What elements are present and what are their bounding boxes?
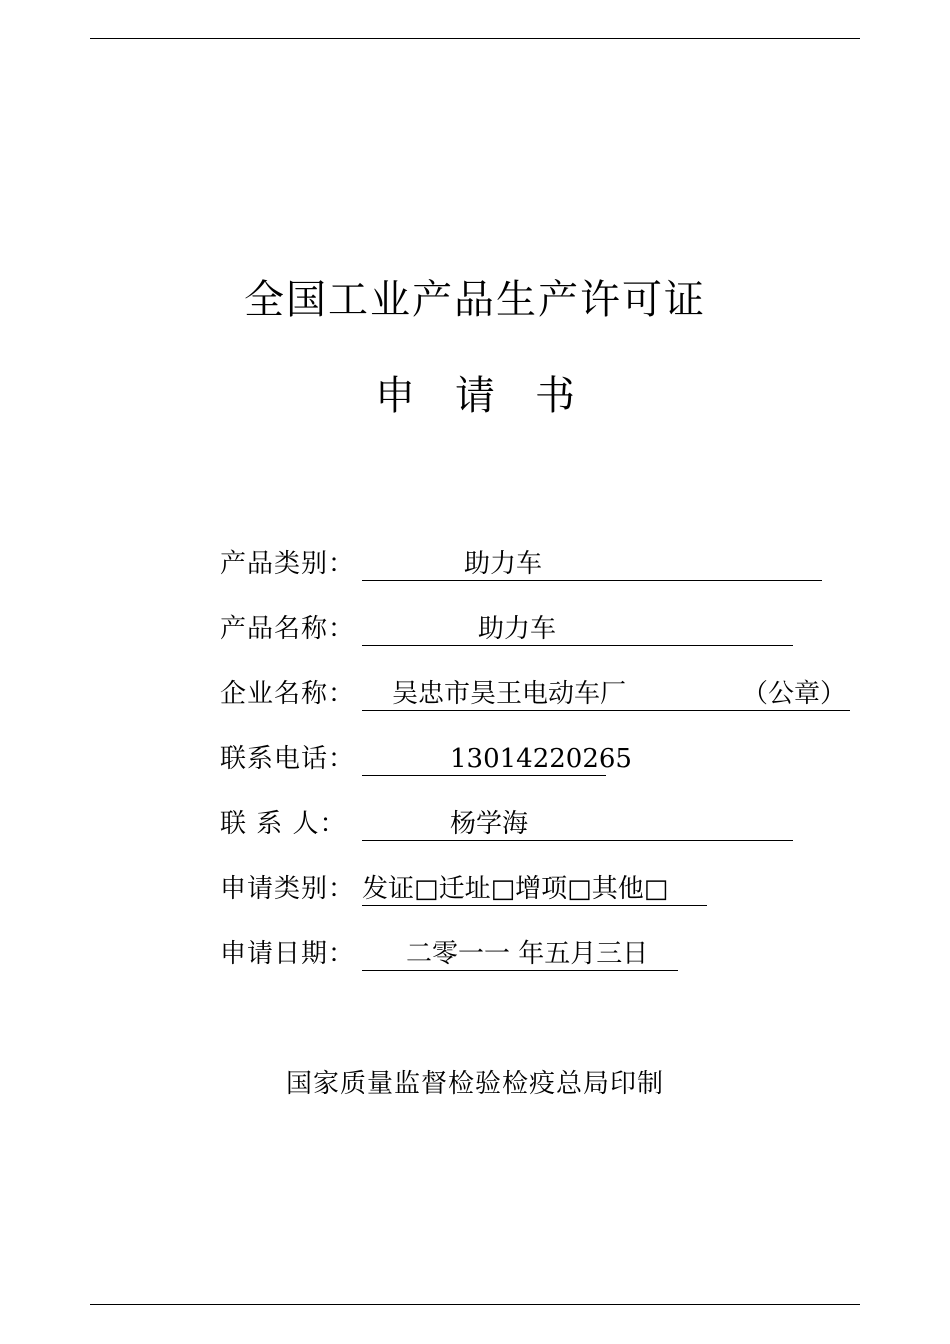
field-value-line (362, 936, 678, 971)
field-value-line (362, 676, 850, 711)
product-category-value: 助力车 (464, 549, 543, 579)
issuer-footer: 国家质量监督检验检疫总局印制 (285, 1069, 664, 1099)
field-label: 申请日期： (220, 939, 356, 969)
field-value-line (362, 871, 707, 906)
application-type-options: 发证□迁址□增项□其他□ (362, 874, 669, 904)
document-title: 全国工业产品生产许可证 (244, 277, 706, 323)
field-label: 申请类别： (220, 874, 356, 904)
header-rule (90, 38, 860, 39)
document-subtitle: 申请书 (375, 373, 615, 419)
field-label: 产品名称： (220, 614, 356, 644)
field-value-line (362, 806, 793, 841)
footer-rule (90, 1304, 860, 1305)
field-label: 产品类别： (220, 549, 356, 579)
application-date-value: 二零一一 年五月三日 (406, 939, 649, 969)
field-label: 联系电话： (220, 744, 356, 774)
field-label: 联 系 人： (220, 809, 347, 839)
product-name-value: 助力车 (478, 614, 557, 644)
company-name-value: 吴忠市昊王电动车厂 (392, 679, 627, 709)
field-value-line (362, 546, 822, 581)
official-seal-note: （公章） (742, 679, 847, 709)
contact-phone-value: 13014220265 (450, 744, 632, 774)
field-value-line (362, 741, 632, 776)
contact-person-value: 杨学海 (450, 809, 529, 839)
field-label: 企业名称： (220, 679, 356, 709)
field-value-line (362, 611, 793, 646)
